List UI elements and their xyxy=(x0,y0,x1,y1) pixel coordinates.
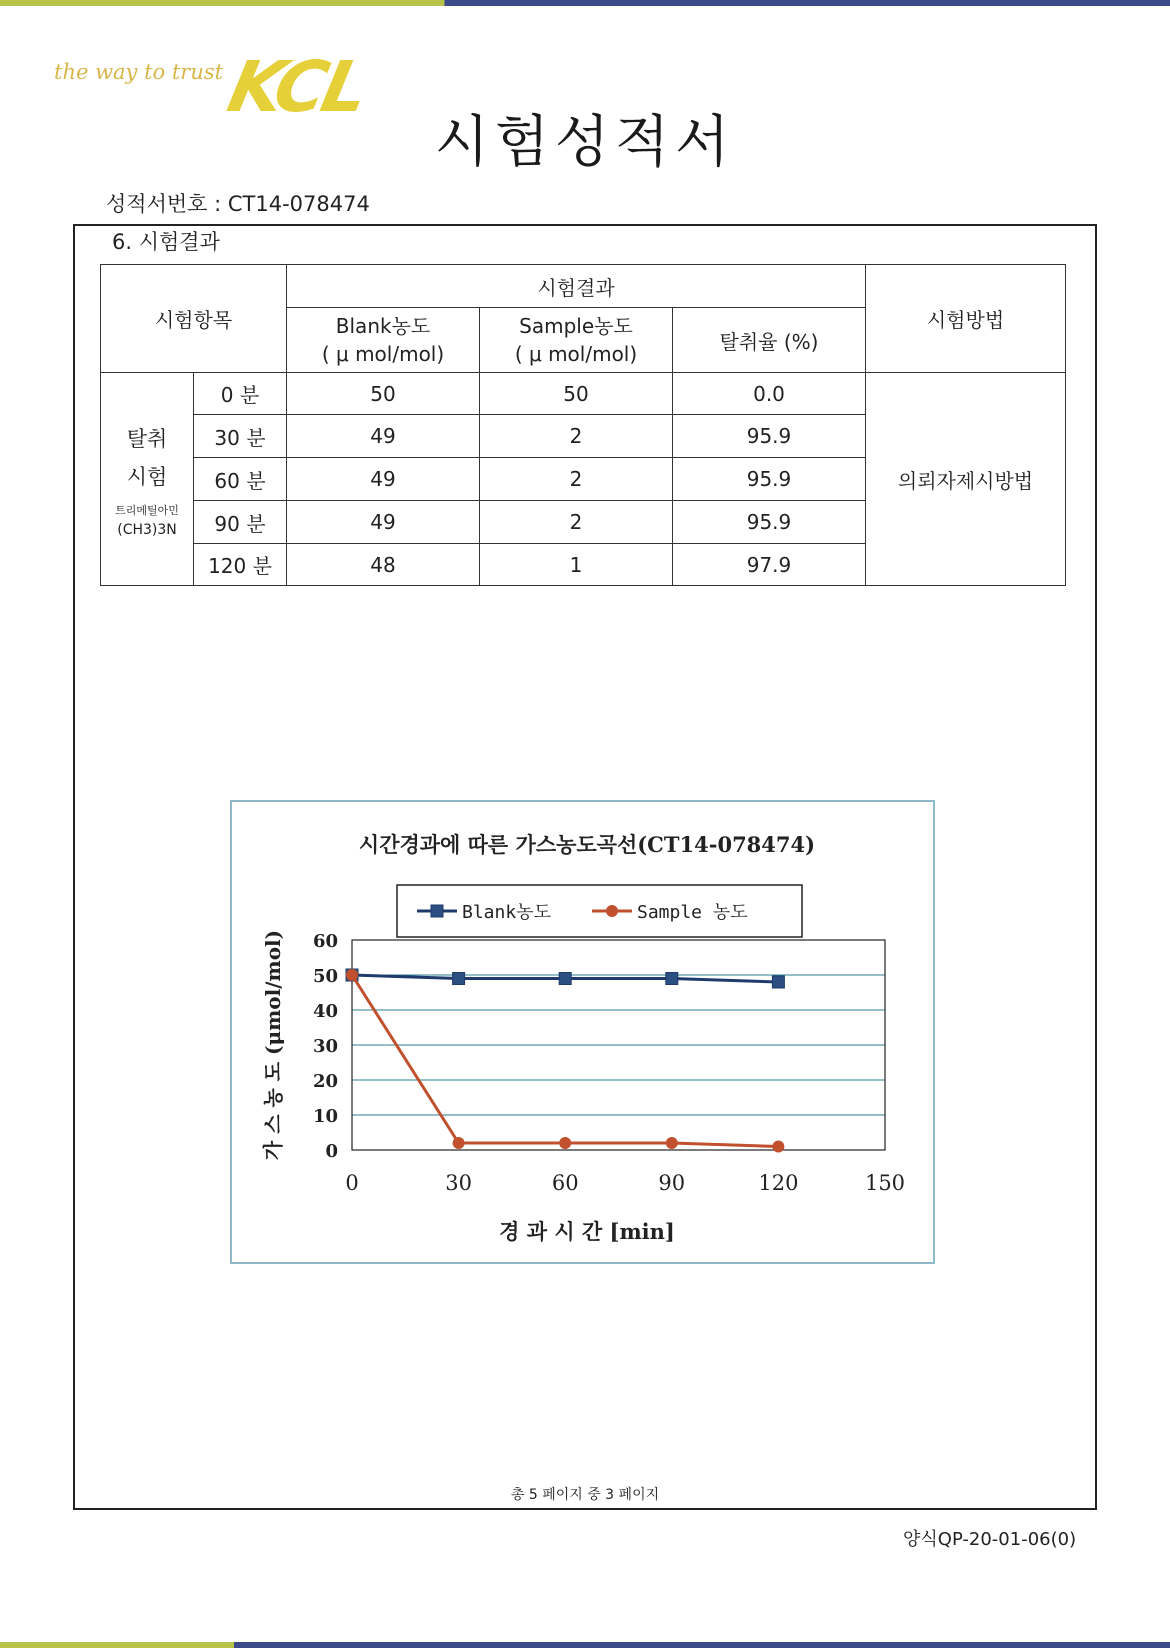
header-test-result: 시험결과 xyxy=(287,265,866,308)
top-color-bar xyxy=(0,0,1170,6)
y-tick-label: 50 xyxy=(312,966,338,987)
header-test-item: 시험항목 xyxy=(101,265,287,373)
chart-title: 시간경과에 따른 가스농도곡선(CT14-078474) xyxy=(358,832,816,857)
form-number: 양식QP-20-01-06(0) xyxy=(903,1529,1077,1550)
header-test-method: 시험방법 xyxy=(866,265,1066,373)
gas-concentration-chart xyxy=(230,800,935,1264)
chemical-name: 트리메틸아민 xyxy=(115,504,179,517)
kcl-logo: KCL xyxy=(221,46,373,128)
row-removal: 95.9 xyxy=(673,415,866,458)
row-sample: 2 xyxy=(480,415,673,458)
blank-data-point xyxy=(453,973,465,985)
sample-data-point xyxy=(772,1141,784,1153)
y-axis-ticks xyxy=(313,931,338,1162)
x-tick-label: 60 xyxy=(551,1171,579,1195)
y-tick-label: 40 xyxy=(312,1001,338,1022)
chart-svg xyxy=(232,802,937,1266)
bottom-color-bar xyxy=(0,1642,1170,1648)
header-blank-conc xyxy=(287,308,480,373)
blank-data-point xyxy=(772,976,784,988)
row-blank: 48 xyxy=(287,544,480,586)
x-axis-label: 경 과 시 간 [min] xyxy=(499,1219,675,1244)
y-tick-label: 10 xyxy=(312,1106,338,1127)
chart-series xyxy=(346,969,784,1153)
row-time: 60 분 xyxy=(194,458,287,501)
deodorization-test-group xyxy=(101,373,194,586)
y-tick-label: 20 xyxy=(312,1071,338,1092)
legend-sample-label: Sample 농도 xyxy=(637,902,748,923)
legend-blank-label: Blank농도 xyxy=(462,902,551,923)
logo-tagline: the way to trust xyxy=(54,60,224,84)
x-tick-label: 0 xyxy=(345,1171,359,1195)
chemical-formula: (CH3)3N xyxy=(117,522,177,538)
row-removal: 95.9 xyxy=(673,458,866,501)
header-sample-conc xyxy=(480,308,673,373)
row-time: 90 분 xyxy=(194,501,287,544)
row-sample: 2 xyxy=(480,458,673,501)
sample-data-point xyxy=(559,1137,571,1149)
row-time: 30 분 xyxy=(194,415,287,458)
x-tick-label: 30 xyxy=(445,1171,472,1195)
row-time: 120 분 xyxy=(194,544,287,586)
y-tick-label: 30 xyxy=(312,1036,338,1057)
row-sample: 2 xyxy=(480,501,673,544)
blank-data-point xyxy=(559,973,571,985)
chart-grid xyxy=(352,975,885,1115)
y-tick-label: 60 xyxy=(312,931,338,952)
blank-conc-label: Blank농도 xyxy=(335,314,431,338)
row-sample: 1 xyxy=(480,544,673,586)
page-footer: 총 5 페이지 중 3 페이지 xyxy=(510,1487,660,1503)
row-removal: 0.0 xyxy=(673,373,866,415)
legend-blank-marker xyxy=(431,905,443,917)
x-axis-ticks xyxy=(345,1171,905,1195)
group-label-1: 탈취 xyxy=(126,427,168,451)
legend-sample-marker xyxy=(606,905,618,917)
row-time: 0 분 xyxy=(194,373,287,415)
sample-data-point xyxy=(346,969,358,981)
report-number: 성적서번호 : CT14-078474 xyxy=(106,192,370,216)
row-removal: 97.9 xyxy=(673,544,866,586)
section-title: 6. 시험결과 xyxy=(112,230,220,254)
x-tick-label: 150 xyxy=(864,1171,906,1195)
method-value: 의뢰자제시방법 xyxy=(866,373,1066,586)
group-label-2: 시험 xyxy=(126,465,168,489)
x-tick-label: 120 xyxy=(758,1171,799,1195)
row-blank: 49 xyxy=(287,501,480,544)
y-tick-label: 0 xyxy=(325,1141,338,1162)
sample-conc-label: Sample농도 xyxy=(519,314,633,338)
row-sample: 50 xyxy=(480,373,673,415)
sample-series-line xyxy=(352,975,778,1147)
header-removal-rate: 탈취율 (%) xyxy=(673,308,866,373)
sample-data-point xyxy=(666,1137,678,1149)
blank-data-point xyxy=(666,973,678,985)
document-title: 시험성적서 xyxy=(434,110,736,175)
sample-conc-unit: ( μ mol/mol) xyxy=(514,342,638,366)
y-axis-label: 가 스 농 도 (μmol/mol) xyxy=(261,929,285,1161)
results-table xyxy=(100,264,1066,586)
row-removal: 95.9 xyxy=(673,501,866,544)
x-tick-label: 90 xyxy=(658,1171,686,1195)
row-blank: 49 xyxy=(287,415,480,458)
blank-conc-unit: ( μ mol/mol) xyxy=(321,342,445,366)
row-blank: 50 xyxy=(287,373,480,415)
row-blank: 49 xyxy=(287,458,480,501)
sample-data-point xyxy=(453,1137,465,1149)
